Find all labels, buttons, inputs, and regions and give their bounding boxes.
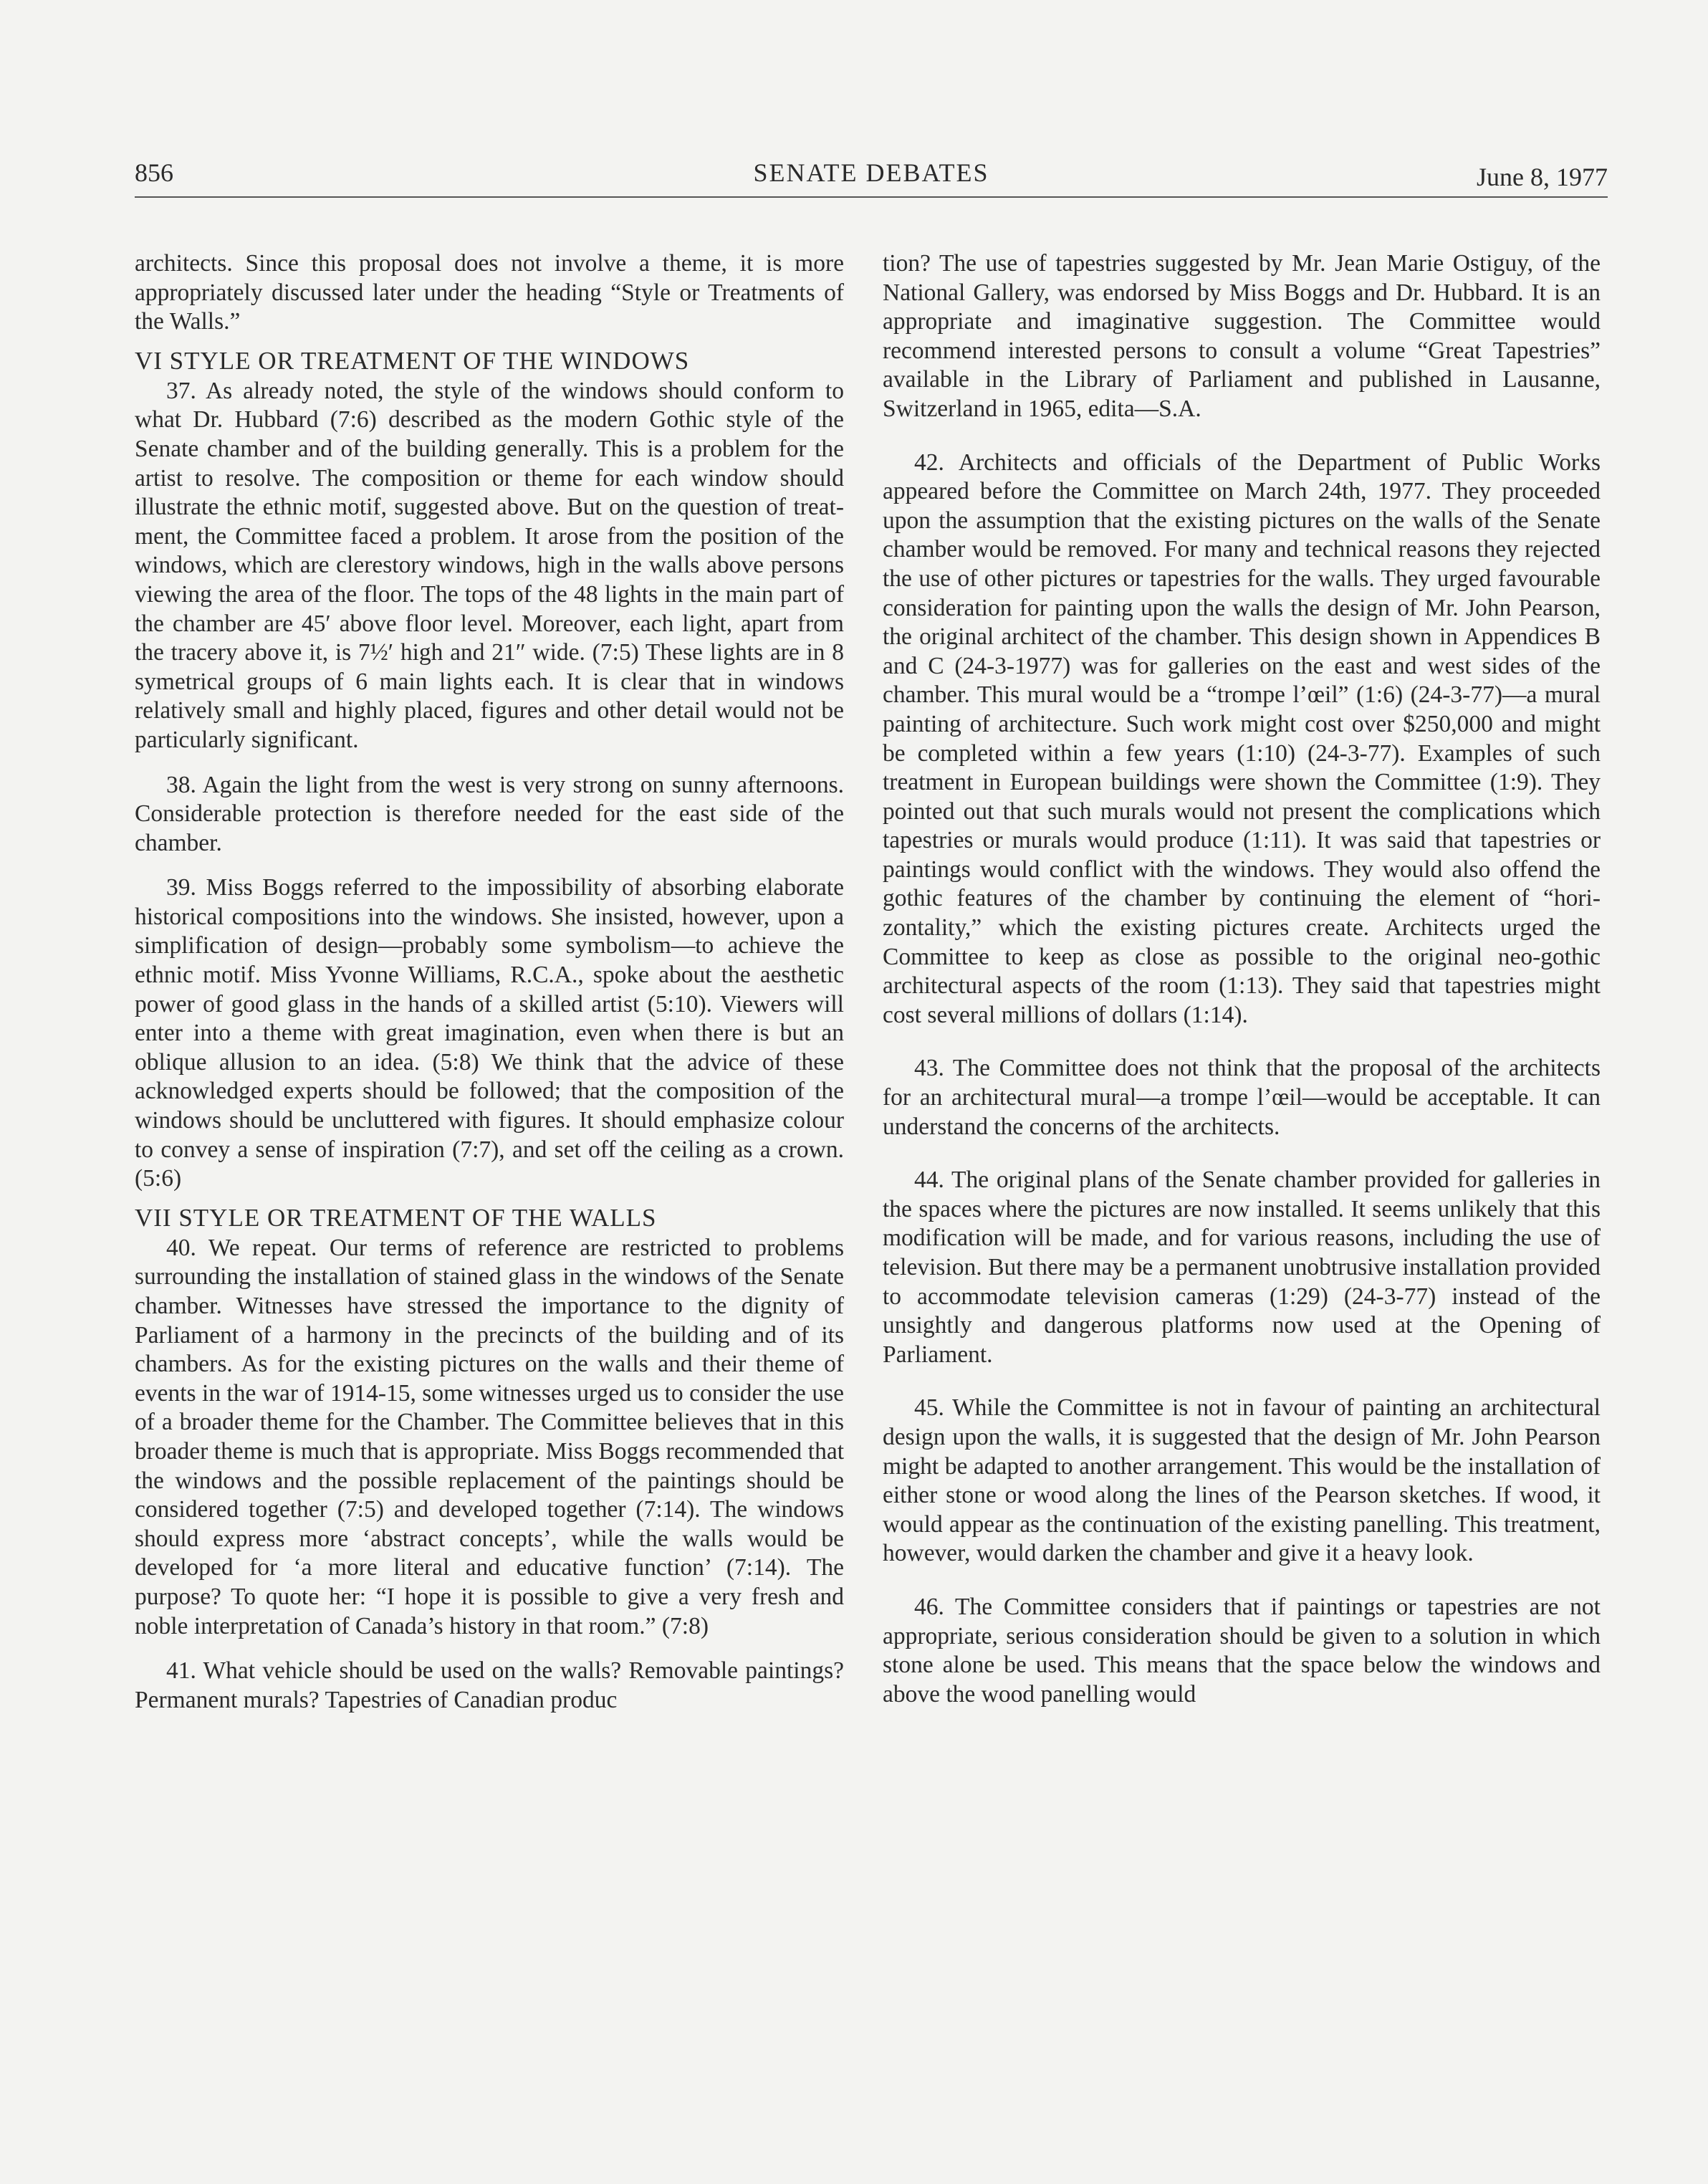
paragraph-38: 38. Again the light from the west is very strong on sunny afternoons. Considerable protection is therefore needed for the east side of the chamber. [135, 771, 844, 856]
paragraph-37: 37. As already noted, the style of the windows should conform to what Dr. Hubbard (7:6) described as the modern Gothic style of the Senate chamber and of the building generally. This is a problem for the artist to resolve. The composition or theme for each window should illustrate the ethnic motif, suggested above. But on the question of treatment, the Committee faced a problem. It arose from the position of the windows, which are clerestory windows, high in the walls above persons viewing the area of the floor. The tops of the 48 lights in the main part of the chamber are 45′ above floor level. Moreover, each light, apart from the tracery above it, is 7½′ high and 21″ wide. (7:5) These lights are in 8 symetrical groups of 6 main lights each. It is clear that in windows relatively small and highly placed, figures and other detail would not be particularly significant. [135, 377, 844, 753]
paragraph-40: 40. We repeat. Our terms of reference are restricted to problems surrounding the installation of stained glass in the windows of the Senate chamber. Witnesses have stressed the importance to the dignity of Parliament of a harmony in the precincts of the building and of its chambers. As for the existing pictures on the walls and their theme of events in the war of 1914-15, some witnesses urged us to consider the use of a broader theme for the Chamber. The Committee believes that in this broader theme is much that is appropriate. Miss Boggs recommended that the windows and the possible replacement of the paintings should be considered together (7:5) and developed together (7:14). The windows should express more ‘abstract concepts’, while the walls would be developed for ‘a more literal and educative function’ (7:14). The purpose? To quote her: “I hope it is possible to give a very fresh and noble interpretation of Canada’s history in that room.” (7:8) [135, 1234, 844, 1639]
publication-title: SENATE DEBATES [753, 158, 989, 187]
paragraph-45: 45. While the Committee is not in favour of painting an architectural design upon the walls, it is suggested that the design of Mr. John Pearson might be adapted to another arrangement. This would be the installation of either stone or wood along the lines of the Pearson sketches. If wood, it would appear as the continuation of the existing panelling. This treatment, however, would darken the chamber and give it a heavy look. [883, 1394, 1601, 1567]
left-column [135, 249, 844, 1715]
right-column [883, 249, 1601, 1709]
page-header [135, 153, 1608, 198]
paragraph-42: 42. Architects and officials of the Department of Public Works appeared before the Committee on March 24th, 1977. They proceeded upon the assumption that the existing pictures on the walls of the Senate chamber would be removed. For many and technical reasons they rejected the use of other pictures or tapestries for the walls. They urged favourable consideration for painting upon the walls the design of Mr. John Pearson, the original architect of the chamber. This design shown in Appendices B and C (24-3-1977) was for galleries on the east and west sides of the chamber. This mural would be a “trompe l’œil” (1:6) (24-3-77)—a mural painting of architecture. Such work might cost over $250,000 and might be completed within a few years (1:10) (24-3-77). Examples of such treatment in European buildings were shown the Committee (1:9). They pointed out that such murals would not present the complications which tapestries or murals would produce (1:11). It was said that tapestries or paintings would conflict with the windows. They would also offend the gothic features of the chamber by continuing the element of “horizontality,” which the existing pictures create. Architects urged the Committee to keep as close as possible to the original neo-gothic architectural aspects of the room (1:13). They said that tapestries might cost several millions of dollars (1:14). [883, 449, 1601, 1028]
paragraph-46: 46. The Committee considers that if paintings or tapestries are not appropriate, serious consideration should be given to a solution in which stone alone be used. This means that the space below the windows and above the wood panelling would [883, 1593, 1601, 1708]
paragraph-intro: architects. Since this proposal does not involve a theme, it is more appropriately discussed later under the heading “Style or Treatments of the Walls.” [135, 250, 844, 335]
paragraph-43: 43. The Committee does not think that the proposal of the architects for an architectural mural—a trompe l’œil—would be acceptable. It can understand the concerns of the architects. [883, 1055, 1601, 1140]
paragraph-41: 41. What vehicle should be used on the walls? Removable paintings? Permanent murals? Tapestries of Canadian produc [135, 1657, 844, 1713]
section-heading-vii: VII STYLE OR TREATMENT OF THE WALLS [135, 1203, 657, 1232]
issue-date: June 8, 1977 [1477, 163, 1608, 191]
page-number: 856 [135, 158, 173, 187]
paragraph-41-continued: tion? The use of tapestries suggested by Mr. Jean Marie Ostiguy, of the National Gallery, was endorsed by Miss Boggs and Dr. Hubbard. It is an appropriate and imaginative suggestion. The Committee would recommend interested persons to consult a volume “Great Tapestries” available in the Library of Parliament and published in Lausanne, Switzerland in 1965, edita—S.A. [883, 250, 1601, 422]
section-heading-vi: VI STYLE OR TREATMENT OF THE WINDOWS [135, 346, 690, 375]
paragraph-44: 44. The original plans of the Senate chamber provided for galleries in the spaces where the pictures are now installed. It seems unlikely that this modification will be made, and for various reasons, including the use of television. But there may be a permanent unobtrusive installation provided to accommodate television cameras (1:29) (24-3-77) instead of the unsightly and dangerous platforms now used at the Opening of Parliament. [883, 1167, 1601, 1368]
paragraph-39: 39. Miss Boggs referred to the impossibility of absorbing elaborate historical compositions into the windows. She insisted, however, upon a simplification of design—probably some symbolism—to achieve the ethnic motif. Miss Yvonne Williams, R.C.A., spoke about the aesthetic power of good glass in the hands of a skilled artist (5:10). Viewers will enter into a theme with great imagination, even when there is but an oblique allusion to an idea. (5:8) We think that the advice of these acknowledged experts should be followed; that the composition of the windows should be uncluttered with figures. It should emphasize colour to convey a sense of inspiration (7:7), and set off the ceiling as a crown. (5:6) [135, 874, 844, 1192]
